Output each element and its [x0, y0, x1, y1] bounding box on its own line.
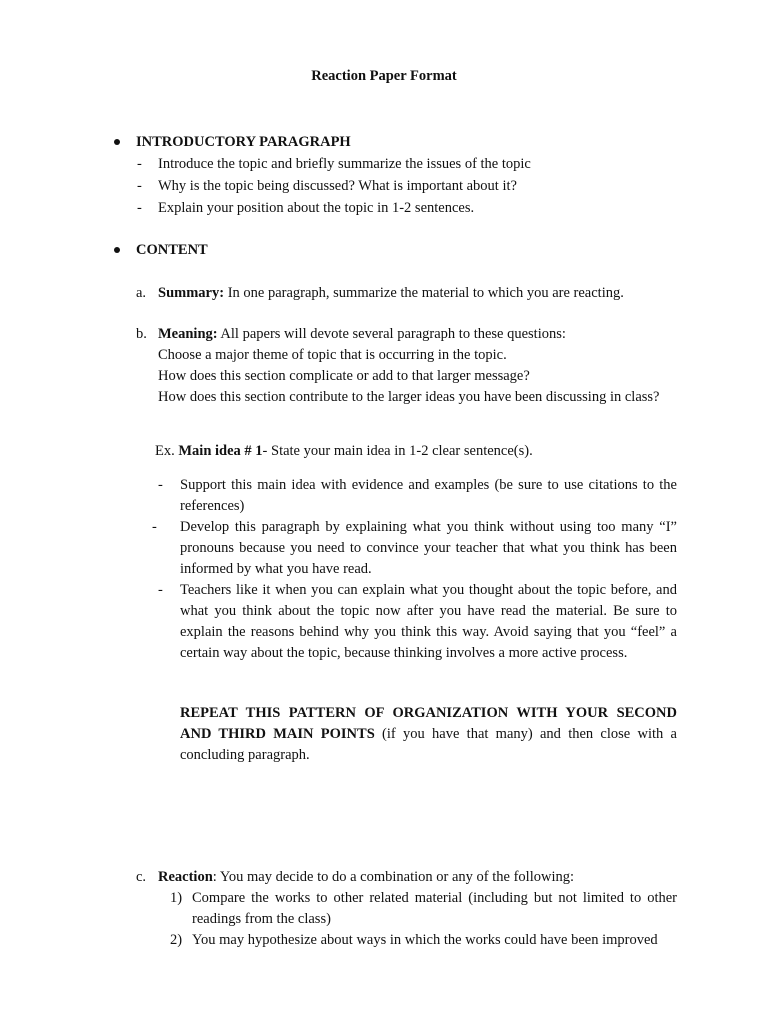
reaction-item-number: 2)	[170, 932, 183, 948]
support-item-3: Teachers like it when you can explain what you thought about the topic before, and what you think about the topic now after you have read the material. Be sure to explain the reasons behind why you think this way. Avoid saying that you “feel” a certain way about the topic, because thinking involves a more active process.	[180, 582, 677, 661]
summary-label: Summary:	[158, 285, 225, 301]
page-title: Reaction Paper Format	[311, 68, 457, 84]
bullet-icon	[114, 247, 120, 253]
meaning-intro	[158, 324, 566, 345]
support-item-1: Support this main idea with evidence and examples (be sure to use citations to the references)	[180, 477, 677, 514]
intro-heading: INTRODUCTORY PARAGRAPH	[136, 134, 351, 150]
intro-item-3: Explain your position about the topic in 1-2 sentences.	[158, 200, 475, 216]
meaning-line-3: How does this section contribute to the larger ideas you have been discussing in class?	[158, 389, 660, 405]
support-item-2: Develop this paragraph by explaining what you think without using too many “I” pronouns because you need to convince your teacher that what you think has been informed by what you have read.	[180, 519, 677, 577]
dash-marker: -	[137, 156, 142, 172]
reaction-intro	[158, 867, 574, 888]
content-heading: CONTENT	[136, 242, 208, 258]
reaction-item-1: Compare the works to other related material (including but not limited to other readings from the class)	[192, 890, 677, 927]
summary-text: In one paragraph, summarize the material to which you are reacting.	[224, 285, 624, 301]
reaction-marker: c.	[136, 869, 147, 885]
example-text: - State your main idea in 1-2 clear sentence(s).	[262, 443, 533, 459]
example-prefix: Ex.	[155, 443, 179, 459]
meaning-line-1: Choose a major theme of topic that is occurring in the topic.	[158, 347, 507, 363]
repeat-bold: REPEAT THIS PATTERN OF ORGANIZATION WITH YOUR SECOND AND THIRD MAIN POINTS	[180, 705, 677, 742]
reaction-label: Reaction	[158, 869, 213, 885]
reaction-text: : You may decide to do a combination or any of the following:	[212, 869, 574, 885]
reaction-item-2: You may hypothesize about ways in which the works could have been improved	[192, 932, 658, 948]
dash-marker: -	[137, 178, 142, 194]
repeat-paragraph	[180, 703, 677, 766]
dash-marker: -	[158, 582, 163, 598]
meaning-line-2: How does this section complicate or add to that larger message?	[158, 368, 530, 384]
example-label: Main idea # 1	[178, 443, 263, 459]
meaning-label: Meaning:	[158, 326, 218, 342]
bullet-icon	[114, 139, 120, 145]
intro-item-2: Why is the topic being discussed? What is important about it?	[158, 178, 517, 194]
meaning-text: All papers will devote several paragraph to these questions:	[217, 326, 566, 342]
summary-paragraph	[158, 283, 624, 304]
reaction-item-number: 1)	[170, 890, 183, 906]
dash-marker: -	[152, 519, 157, 535]
dash-marker: -	[137, 200, 142, 216]
summary-marker: a.	[136, 285, 147, 301]
example-line	[155, 441, 533, 462]
dash-marker: -	[158, 477, 163, 493]
meaning-marker: b.	[136, 326, 147, 342]
intro-item-1: Introduce the topic and briefly summarize the issues of the topic	[158, 156, 531, 172]
repeat-text: (if you have that many) and then close with a concluding paragraph.	[180, 726, 677, 763]
